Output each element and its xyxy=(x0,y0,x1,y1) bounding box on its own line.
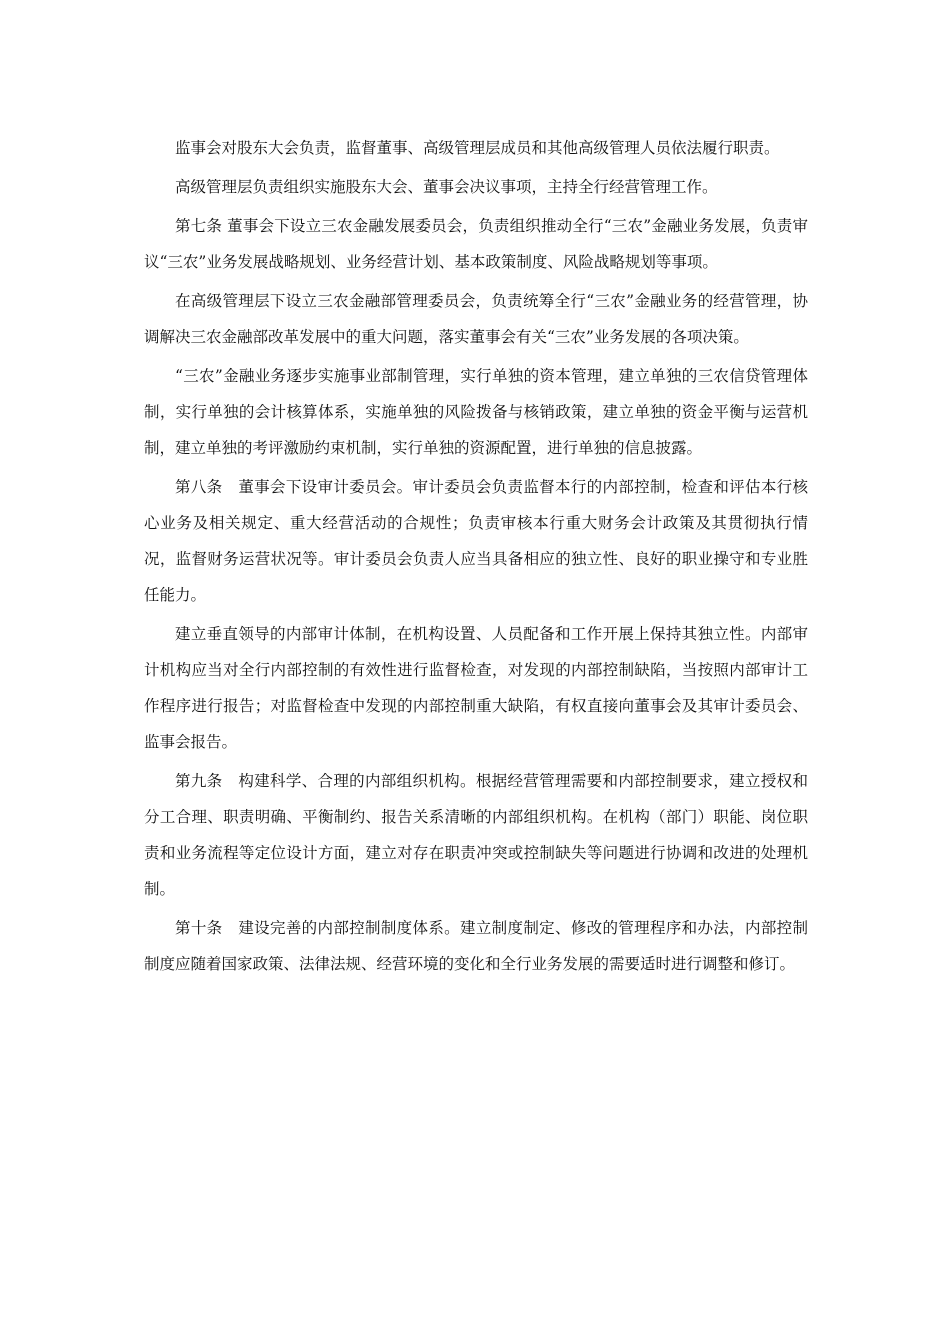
paragraph-internal-audit-system: 建立垂直领导的内部审计体制，在机构设置、人员配备和工作开展上保持其独立性。内部审计机构应当对全行内部控制的有效性进行监督检查，对发现的内部控制缺陷，当按照内部审计工作程序进行报告；对监督检查中发现的内部控制重大缺陷，有权直接向董事会及其审计委员会、监事会报告。 xyxy=(144,625,808,751)
paragraph-article-9: 第九条 构建科学、合理的内部组织机构。根据经营管理需要和内部控制要求，建立授权和分工合理、职责明确、平衡制约、报告关系清晰的内部组织机构。在机构（部门）职能、岗位职责和业务流程等定位设计方面，建立对存在职责冲突或控制缺失等问题进行协调和改进的处理机制。 xyxy=(144,772,808,898)
paragraph-article-7: 第七条 董事会下设立三农金融发展委员会，负责组织推动全行“三农”金融业务发展，负责审议“三农”业务发展战略规划、业务经营计划、基本政策制度、风险战略规划等事项。 xyxy=(144,217,808,271)
paragraph-business-division-system: “三农”金融业务逐步实施事业部制管理，实行单独的资本管理，建立单独的三农信贷管理体制，实行单独的会计核算体系，实施单独的风险拨备与核销政策，建立单独的资金平衡与运营机制，建立单独的考评激励约束机制，实行单独的资源配置，进行单独的信息披露。 xyxy=(144,367,808,457)
paragraph-article-10: 第十条 建设完善的内部控制制度体系。建立制度制定、修改的管理程序和办法，内部控制制度应随着国家政策、法律法规、经营环境的变化和全行业务发展的需要适时进行调整和修订。 xyxy=(144,919,808,973)
document-body xyxy=(144,130,808,985)
paragraph-article-8: 第八条 董事会下设审计委员会。审计委员会负责监督本行的内部控制，检查和评估本行核心业务及相关规定、重大经营活动的合规性；负责审核本行重大财务会计政策及其贯彻执行情况，监督财务运营状况等。审计委员会负责人应当具备相应的独立性、良好的职业操守和专业胜任能力。 xyxy=(144,478,808,604)
paragraph-supervisory-board: 监事会对股东大会负责，监督董事、高级管理层成员和其他高级管理人员依法履行职责。 xyxy=(175,139,780,157)
paragraph-senior-management: 高级管理层负责组织实施股东大会、董事会决议事项，主持全行经营管理工作。 xyxy=(175,178,718,196)
paragraph-sannong-management-committee: 在高级管理层下设立三农金融部管理委员会，负责统筹全行“三农”金融业务的经营管理，协调解决三农金融部改革发展中的重大问题，落实董事会有关“三农”业务发展的各项决策。 xyxy=(144,292,808,346)
